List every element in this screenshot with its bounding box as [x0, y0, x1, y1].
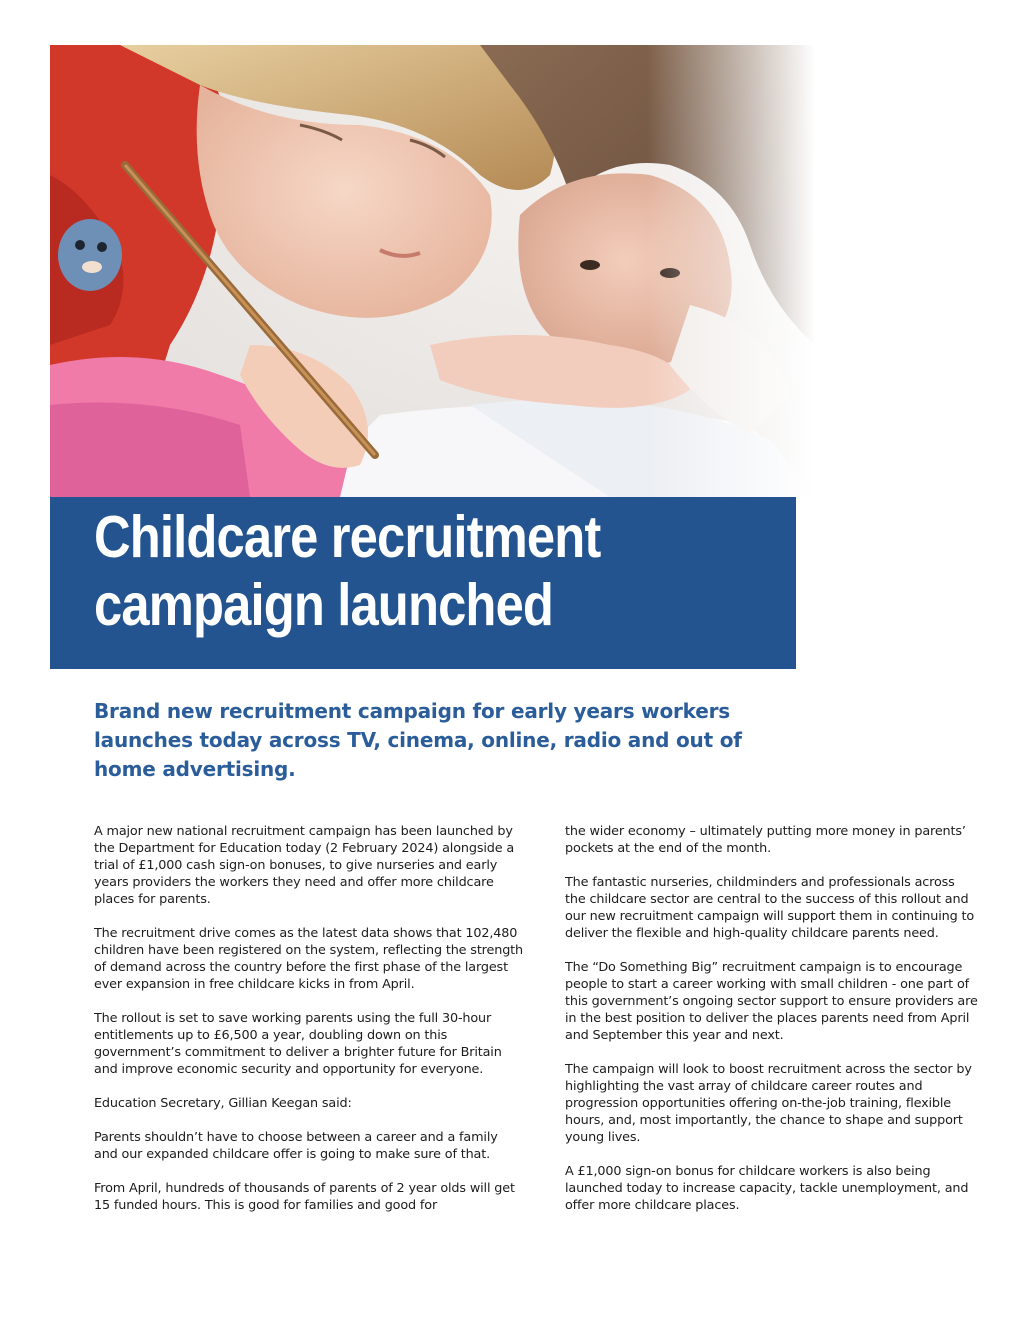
quote-paragraph: From April, hundreds of thousands of parents of 2 year olds will get 15 funded hours. This is good for families and good for [94, 1181, 515, 1213]
hero-photo [50, 45, 815, 497]
body-paragraph: A major new national recruitment campaign has been launched by the Department for Education today (2 February 2024) alongside a trial of £1,000 cash sign-on bonuses, to give nurseries and early years providers the workers they need and offer more childcare places for parents. [94, 824, 515, 907]
body-column-left [94, 823, 524, 1231]
body-paragraph: The rollout is set to save working parents using the full 30-hour entitlements up to £6,500 a year, doubling down on this government’s commitment to deliver a brighter future for Britain and improve economic security and opportunity for everyone. [94, 1011, 502, 1077]
body-paragraph: A £1,000 sign-on bonus for childcare workers is also being launched today to increase capacity, tackle unemployment, and offer more childcare places. [565, 1164, 969, 1213]
body-paragraph: The “Do Something Big” recruitment campaign is to encourage people to start a career working with small children - one part of this government’s ongoing sector support to ensure providers are in the best position to deliver the places parents need from April and September this year and next. [565, 960, 978, 1043]
body-paragraph: the wider economy – ultimately putting more money in parents’ pockets at the end of the month. [565, 824, 966, 856]
article-standfirst: Brand new recruitment campaign for early years workers launches today across TV, cinema, online, radio and out of home advertising. [94, 699, 742, 781]
article-title [94, 503, 687, 639]
title-band [50, 497, 796, 669]
body-paragraph: The recruitment drive comes as the latest data shows that 102,480 children have been registered on the system, reflecting the strength of demand across the country before the first phase of the largest ever expansion in free childcare kicks in from April. [94, 926, 523, 992]
body-paragraph: The campaign will look to boost recruitment across the sector by highlighting the vast array of childcare career routes and progression opportunities offering on-the-job training, flexible hours, and, most importantly, the chance to shape and support young lives. [565, 1062, 972, 1145]
body-paragraph: Education Secretary, Gillian Keegan said: [94, 1096, 352, 1111]
article-title-line-1: Childcare recruitment [94, 504, 601, 570]
body-column-right [565, 823, 979, 1231]
children-drawing-illustration [50, 45, 815, 497]
article-title-line-2: campaign launched [94, 572, 554, 638]
quote-paragraph: Parents shouldn’t have to choose between a career and a family and our expanded childcare offer is going to make sure of that. [94, 1130, 498, 1162]
body-paragraph: The fantastic nurseries, childminders and professionals across the childcare sector are central to the success of this rollout and our new recruitment campaign will support them in continuing to deliver the flexible and high-quality childcare parents need. [565, 875, 975, 941]
